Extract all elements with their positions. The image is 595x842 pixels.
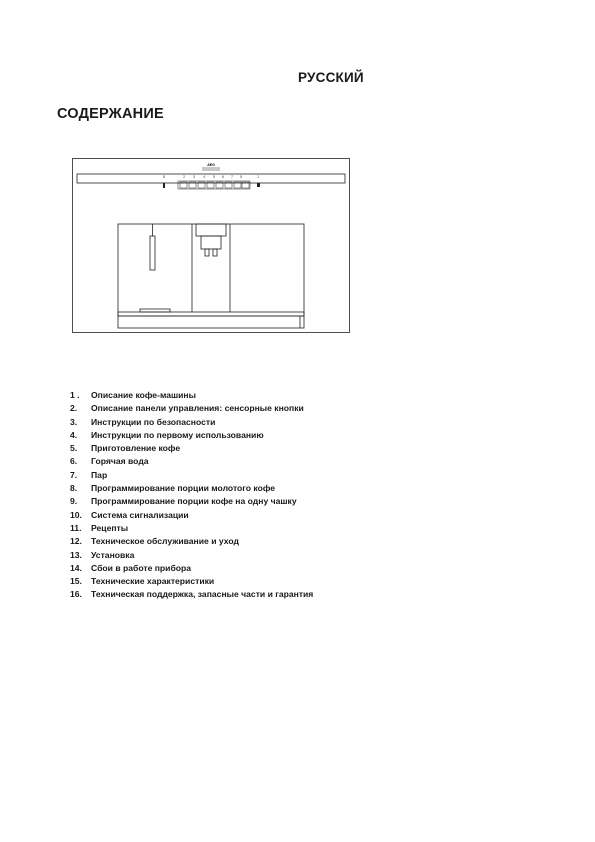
toc-item-number: 16. [70, 589, 82, 600]
toc-item-number: 9. [70, 496, 78, 507]
toc-item [70, 575, 313, 588]
page-title: СОДЕРЖАНИЕ [57, 106, 164, 122]
toc-item-number: 10. [70, 509, 82, 520]
toc-item [70, 469, 313, 482]
toc-item-number: 4. [70, 429, 78, 440]
toc-item-label: Технические характеристики [91, 576, 215, 587]
toc-item-label: Приготовление кофе [91, 443, 181, 454]
panel-number-2: 2 [183, 175, 185, 179]
toc-item-number: 12. [70, 536, 82, 547]
toc-item [70, 455, 313, 468]
toc-item-number: 1 . [70, 390, 80, 400]
toc-item-number: 5. [70, 443, 78, 454]
panel-number-7: 7 [231, 175, 233, 179]
toc-item-number: 8. [70, 483, 78, 494]
toc-item [70, 549, 313, 562]
panel-number-5b: 5 [240, 175, 242, 179]
toc-item [70, 482, 313, 495]
toc-item-label: Пар [91, 469, 108, 480]
toc-item-number: 7. [70, 469, 78, 480]
machine-outer-frame [73, 159, 350, 333]
toc-item-number: 14. [70, 562, 82, 573]
panel-number-1: 1 [257, 175, 259, 179]
power-switch-icon [257, 183, 260, 187]
steam-wand [150, 236, 155, 270]
toc-item [70, 442, 313, 455]
toc-item [70, 509, 313, 522]
toc-item-label: Техническое обслуживание и уход [91, 536, 239, 547]
toc-item-number: 6. [70, 456, 78, 467]
toc-item-number: 13. [70, 549, 82, 560]
toc-item-label: Описание панели управления: сенсорные кнопки [91, 403, 304, 414]
toc-item [70, 416, 313, 429]
panel-number-6: 6 [222, 175, 224, 179]
toc-item [70, 522, 313, 535]
toc-item-label: Инструкции по безопасности [91, 416, 216, 427]
toc-item [70, 429, 313, 442]
panel-number-4: 4 [203, 175, 205, 179]
toc-item [70, 389, 313, 402]
panel-number-8: 8 [163, 175, 165, 179]
language-heading: РУССКИЙ [298, 70, 364, 85]
table-of-contents [70, 389, 313, 602]
toc-item [70, 495, 313, 508]
toc-item-label: Горячая вода [91, 456, 149, 467]
toc-item-number: 15. [70, 576, 82, 587]
brand-logo: AEG [207, 163, 215, 167]
toc-item-number: 11. [70, 522, 82, 533]
toc-item-label: Сбои в работе прибора [91, 562, 192, 573]
toc-item [70, 402, 313, 415]
toc-item-label: Инструкции по первому использованию [91, 429, 264, 440]
coffee-spout [196, 224, 226, 236]
panel-number-5: 5 [213, 175, 215, 179]
toc-item-label: Программирование порции кофе на одну чашку [91, 496, 297, 507]
toc-item-label: Техническая поддержка, запасные части и гарантия [91, 589, 314, 600]
toc-item-label: Система сигнализации [91, 509, 189, 520]
coffee-machine-illustration [72, 158, 350, 333]
toc-item-label: Рецепты [91, 522, 129, 533]
toc-item-label: Описание кофе-машины [91, 390, 196, 400]
toc-item-label: Установка [91, 549, 135, 560]
panel-number-3: 3 [193, 175, 195, 179]
drip-tray [118, 312, 304, 328]
toc-item [70, 535, 313, 548]
toc-item-number: 2. [70, 403, 78, 414]
control-buttons-row [178, 181, 250, 189]
toc-item-number: 3. [70, 416, 78, 427]
control-panel-strip [77, 174, 345, 183]
toc-item [70, 562, 313, 575]
steam-knob-icon [163, 183, 165, 188]
dispenser-cavity [118, 224, 304, 316]
toc-item-label: Программирование порции молотого кофе [91, 483, 276, 494]
toc-item [70, 588, 313, 601]
